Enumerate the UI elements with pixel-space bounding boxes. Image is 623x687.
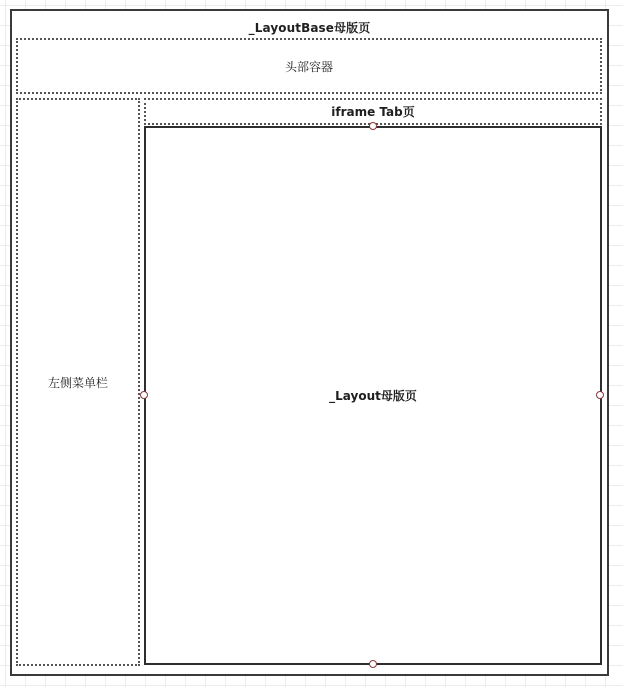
left-menu-label: 左侧菜单栏 — [47, 375, 108, 390]
bottom-resize-handle[interactable] — [369, 660, 377, 668]
layout-master-page-label: _Layout母版页 — [329, 389, 417, 403]
iframe-tab-box[interactable] — [144, 98, 602, 125]
left-resize-handle[interactable] — [140, 391, 148, 399]
layout-master-page-box[interactable] — [144, 126, 602, 665]
iframe-tab-label: iframe Tab页 — [331, 105, 415, 119]
header-container-label: 头部容器 — [284, 59, 333, 74]
left-menu-sidebar-box[interactable] — [16, 98, 140, 666]
header-container-box[interactable] — [16, 38, 602, 94]
layoutbase-title: _LayoutBase母版页 — [248, 21, 371, 35]
right-resize-handle[interactable] — [596, 391, 604, 399]
top-resize-handle[interactable] — [369, 122, 377, 130]
